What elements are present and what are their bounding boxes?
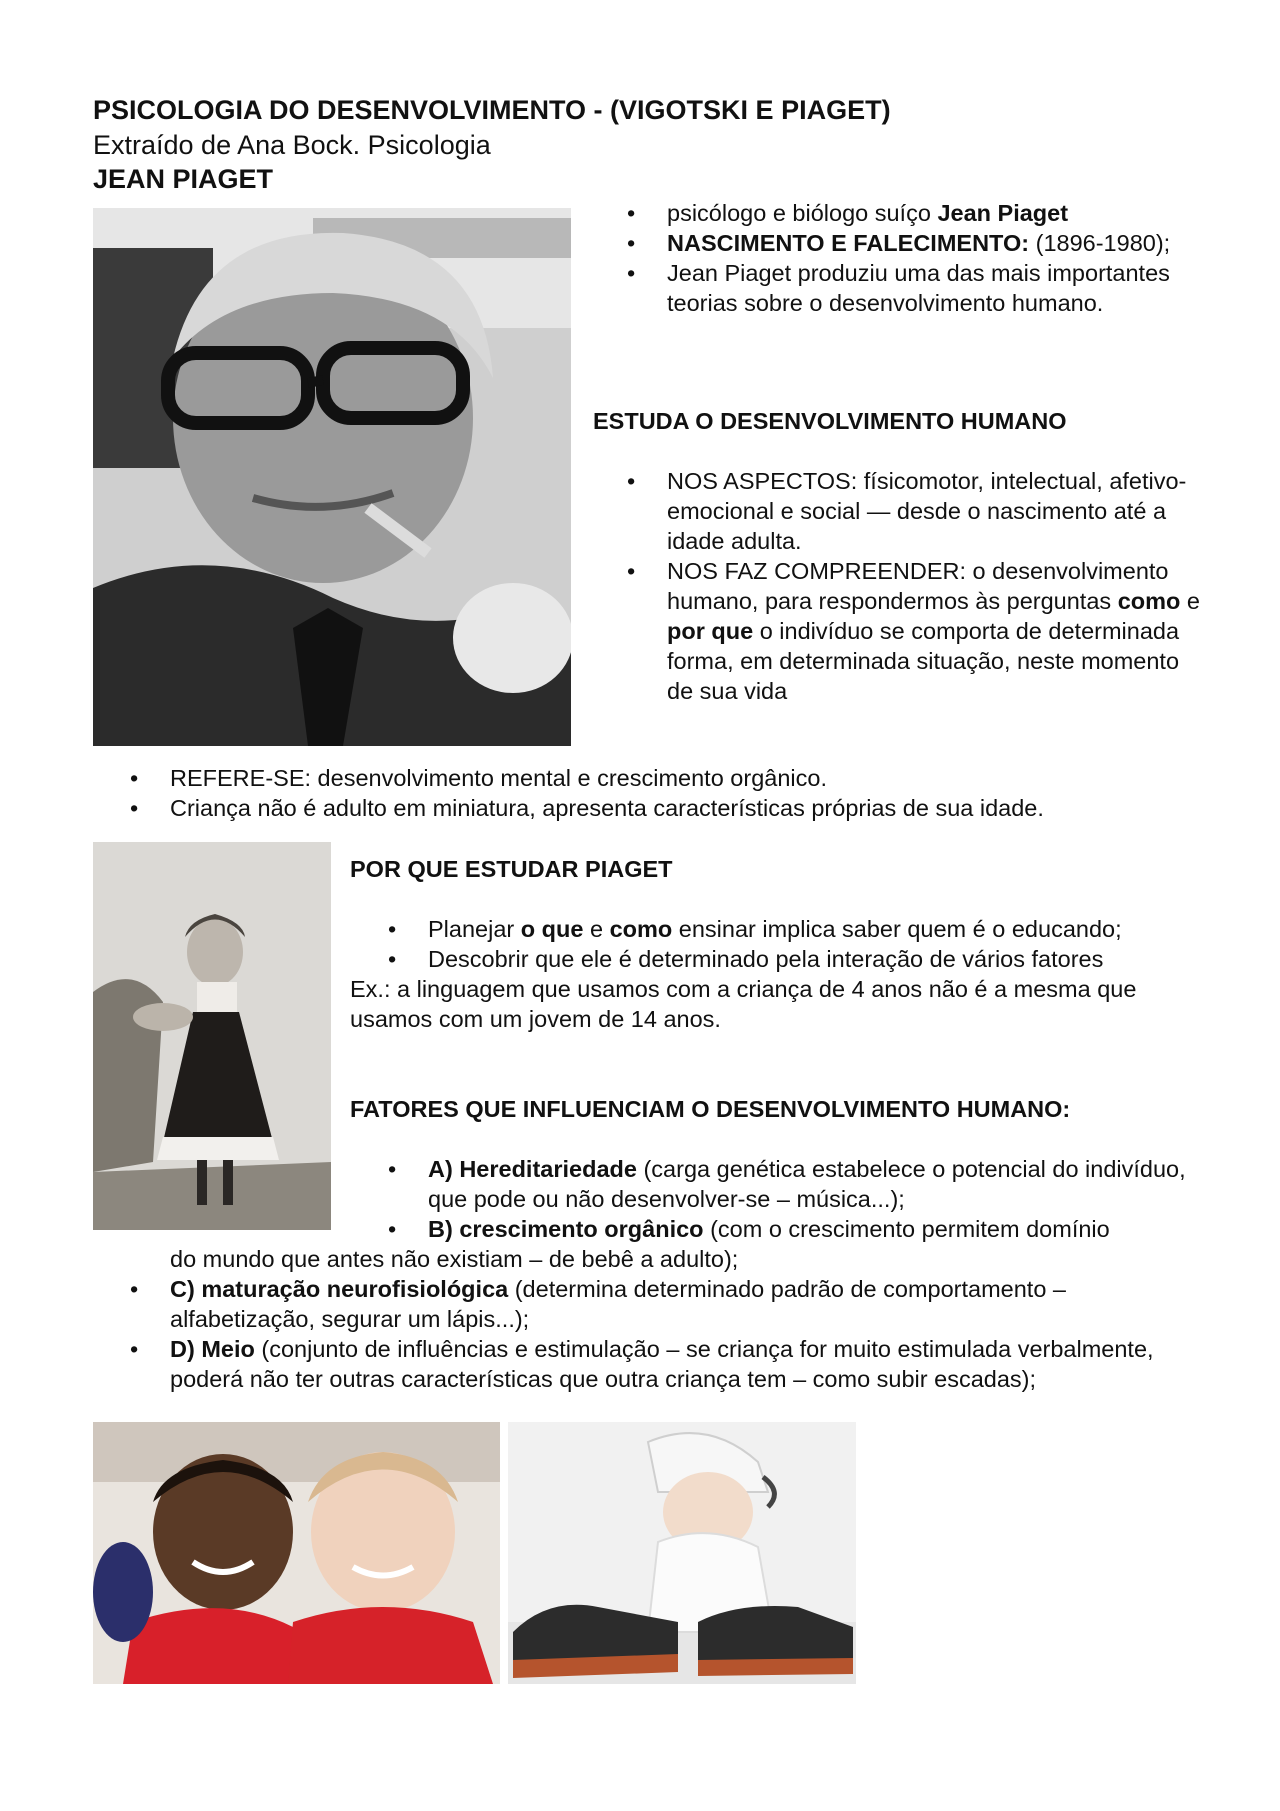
porque-item-plan: • Planejar o que e como ensinar implica saber quem é o educando; — [388, 914, 1228, 944]
page-subtitle: Extraído de Ana Bock. Psicologia — [93, 130, 491, 160]
bio-item-theory: • Jean Piaget produziu uma das mais importantes teorias sobre o desenvolvimento humano. — [627, 258, 1207, 318]
bio-list — [627, 198, 1207, 318]
estuda-item-aspects: • NOS ASPECTOS: físicomotor, intelectual, afetivo-emocional e social — desde o nascimento até a idade adulta. — [627, 466, 1207, 556]
estuda-list — [627, 466, 1207, 706]
two-children-photo — [93, 1422, 500, 1684]
fatores-list-bottom — [130, 1274, 1200, 1394]
porque-list — [388, 914, 1228, 974]
section-title: JEAN PIAGET — [93, 164, 274, 194]
bio-item-origin: • psicólogo e biólogo suíço Jean Piaget — [627, 198, 1207, 228]
estuda-heading: ESTUDA O DESENVOLVIMENTO HUMANO — [593, 408, 1067, 434]
porque-heading: POR QUE ESTUDAR PIAGET — [350, 856, 673, 882]
fator-c-maturation: • C) maturação neurofisiológica (determina determinado padrão de comportamento – alfabetização, segurar um lápis...); — [130, 1274, 1200, 1334]
porque-item-discover: • Descobrir que ele é determinado pela interação de vários fatores — [388, 944, 1228, 974]
fator-a-heredity: • A) Hereditariedade (carga genética estabelece o potencial do indivíduo, que pode ou não desenvolver-se – música...); — [388, 1154, 1208, 1214]
bio-item-dates: • NASCIMENTO E FALECIMENTO: (1896-1980); — [627, 228, 1207, 258]
fator-d-environment: • D) Meio (conjunto de influências e estimulação – se criança for muito estimulada verbalmente, poderá não ter outras características que outra criança tem – como subir escadas); — [130, 1334, 1200, 1394]
page-title: PSICOLOGIA DO DESENVOLVIMENTO - (VIGOTSKI E PIAGET) — [93, 95, 891, 125]
refere-list — [130, 763, 1230, 823]
fator-b-continuation: do mundo que antes não existiam – de bebê a adulto); — [170, 1246, 739, 1272]
fatores-heading: FATORES QUE INFLUENCIAM O DESENVOLVIMENTO HUMANO: — [350, 1096, 1071, 1122]
vintage-child-photo — [93, 842, 331, 1230]
baby-shoes-photo — [508, 1422, 856, 1684]
fator-b-growth: • B) crescimento orgânico (com o crescimento permitem domínio — [388, 1214, 1208, 1244]
fatores-list-top — [388, 1154, 1208, 1244]
piaget-portrait-photo — [93, 208, 571, 746]
refere-item-mental: • REFERE-SE: desenvolvimento mental e crescimento orgânico. — [130, 763, 1230, 793]
porque-example: Ex.: a linguagem que usamos com a criança de 4 anos não é a mesma que usamos com um jovem de 14 anos. — [350, 976, 1137, 1032]
estuda-item-understand: • NOS FAZ COMPREENDER: o desenvolvimento humano, para respondermos às perguntas como e por que o indivíduo se comporta de determinada forma, em determinada situação, neste momento de sua vida — [627, 556, 1207, 706]
refere-item-child: • Criança não é adulto em miniatura, apresenta características próprias de sua idade. — [130, 793, 1230, 823]
